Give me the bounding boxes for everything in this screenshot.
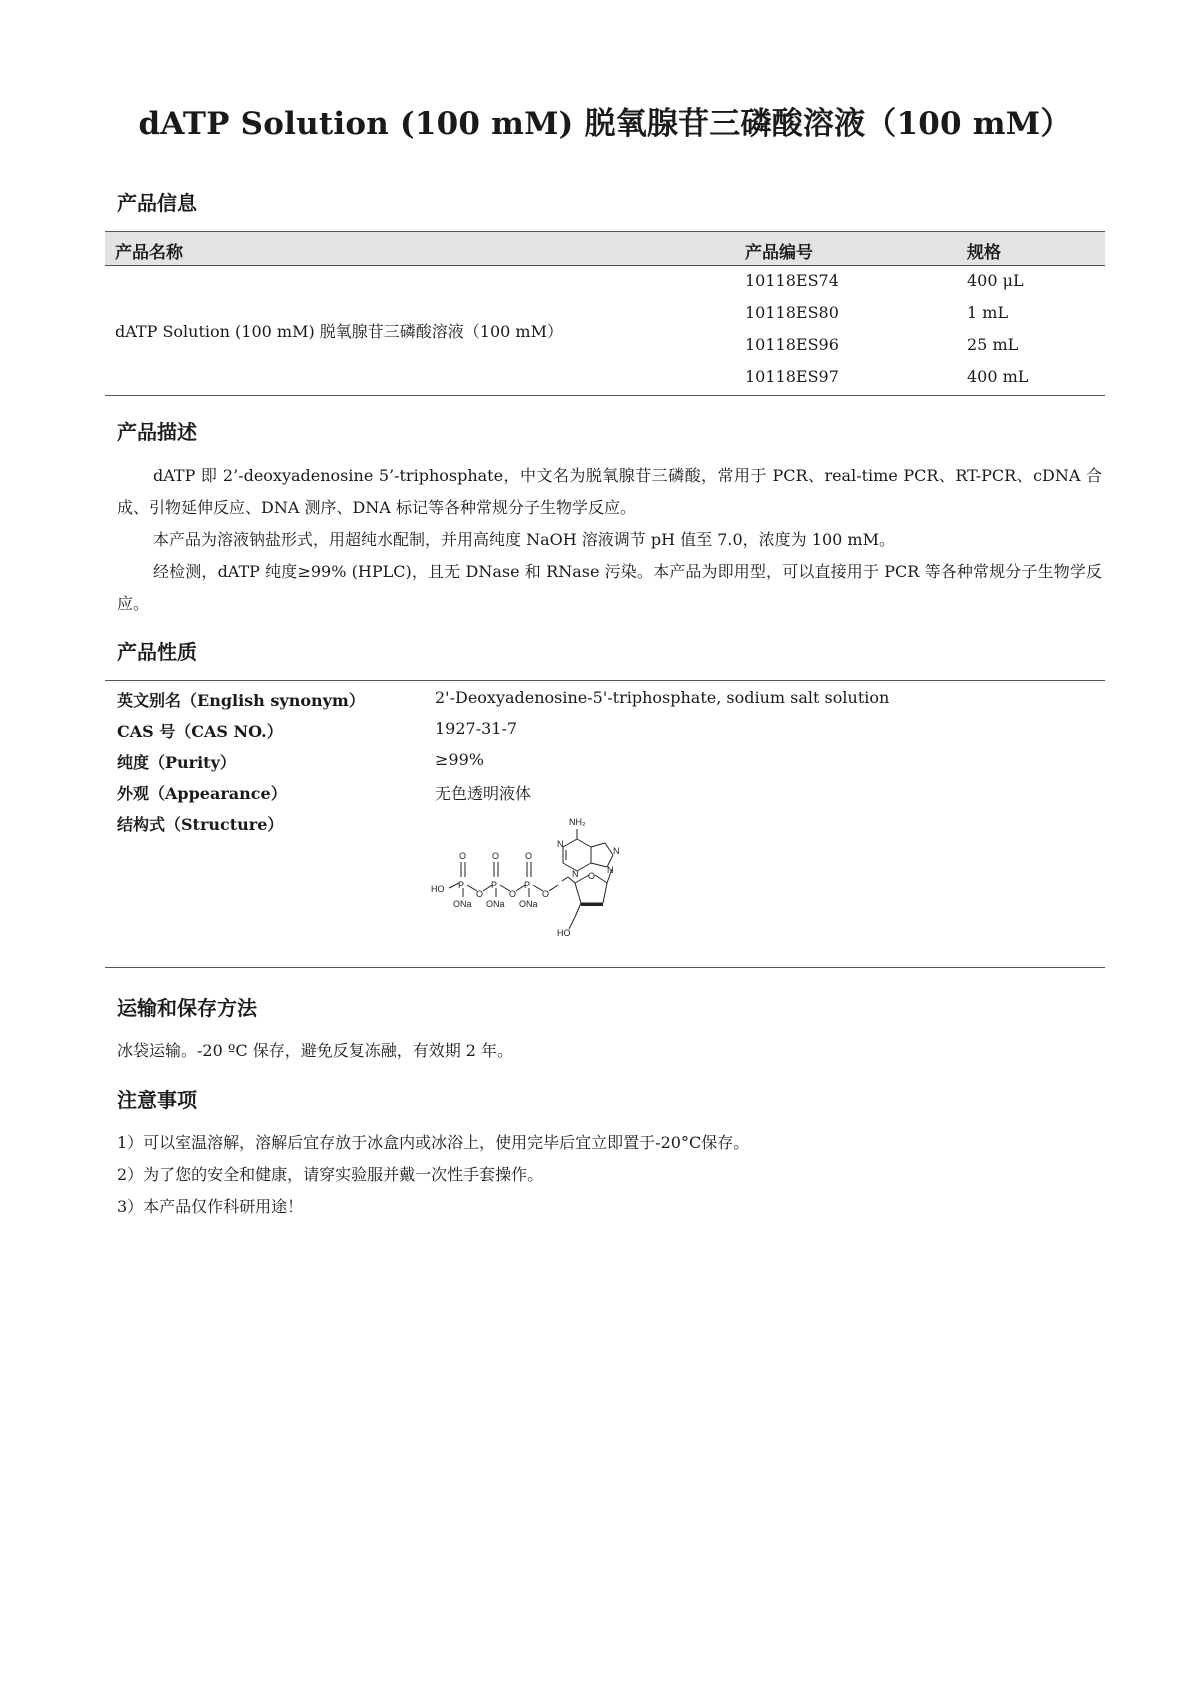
product-spec-cell: 400 mL	[967, 367, 1029, 386]
table-row	[105, 297, 1105, 329]
product-name-cell: dATP Solution (100 mM) 脱氧腺苷三磷酸溶液（100 mM）	[115, 322, 563, 341]
section-heading-product-info: 产品信息	[117, 191, 197, 215]
property-label: 英文别名（English synonym）	[117, 691, 365, 710]
structure-label: N	[572, 869, 579, 879]
structure-label: ONa	[486, 899, 505, 909]
note-item: 2）为了您的安全和健康，请穿实验服并戴一次性手套操作。	[117, 1165, 544, 1184]
structure-label: N	[557, 839, 564, 849]
properties-table	[105, 680, 1105, 968]
structure-label: P	[458, 880, 465, 890]
structure-label: HO	[557, 928, 571, 938]
structure-label: O	[588, 871, 596, 881]
product-spec-cell: 1 mL	[967, 303, 1009, 322]
structure-label: NH₂	[569, 817, 586, 827]
structure-label: O	[459, 851, 467, 861]
note-item: 3）本产品仅作科研用途！	[117, 1197, 304, 1216]
document-title: dATP Solution (100 mM) 脱氧腺苷三磷酸溶液（100 mM）	[138, 106, 1072, 142]
structure-label: ONa	[519, 899, 538, 909]
description-paragraph: dATP 即 2’-deoxyadenosine 5’-triphosphate，中文名为脱氧腺苷三磷酸，常用于 PCR、real-time PCR、RT-PCR、cDNA 合成、引物延伸反应、DNA 测序、DNA 标记等各种常规分子生物学反应。	[117, 466, 1102, 517]
section-heading-storage: 运输和保存方法	[117, 996, 257, 1020]
table-row	[105, 329, 1105, 361]
property-label: 结构式（Structure）	[117, 815, 284, 834]
section-heading-properties: 产品性质	[117, 640, 197, 664]
property-label: CAS 号（CAS NO.）	[117, 722, 283, 741]
section-heading-notes: 注意事项	[117, 1088, 197, 1112]
structure-label: P	[524, 880, 531, 890]
structure-label: P	[491, 880, 498, 890]
column-header-spec: 规格	[967, 243, 1001, 263]
structure-label: O	[509, 889, 517, 899]
property-value: ≥99%	[435, 750, 484, 769]
structure-label: O	[476, 889, 484, 899]
column-header-code: 产品编号	[745, 243, 813, 263]
structure-label: HO	[431, 884, 445, 894]
structure-label: N	[607, 865, 614, 875]
section-heading-description: 产品描述	[117, 420, 197, 444]
property-row	[105, 776, 1105, 806]
structure-label: O	[525, 851, 533, 861]
property-label: 纯度（Purity）	[117, 753, 236, 772]
description-paragraph: 经检测，dATP 纯度≥99% (HPLC)，且无 DNase 和 RNase 污染。本产品为即用型，可以直接用于 PCR 等各种常规分子生物学反应。	[117, 562, 1102, 613]
product-code-cell: 10118ES96	[745, 335, 839, 354]
property-value: 1927-31-7	[435, 719, 518, 738]
structure-label: N	[613, 846, 620, 856]
property-row	[105, 714, 1105, 744]
chemical-structure-diagram	[427, 811, 667, 961]
description-paragraph: 本产品为溶液钠盐形式，用超纯水配制，并用高纯度 NaOH 溶液调节 pH 值至 7.0，浓度为 100 mM。	[153, 530, 895, 549]
product-spec-cell: 25 mL	[967, 335, 1019, 354]
structure-label: O	[492, 851, 500, 861]
table-row	[105, 361, 1105, 393]
property-label: 外观（Appearance）	[117, 784, 287, 803]
property-row	[105, 683, 1105, 713]
property-row	[105, 745, 1105, 775]
property-value: 无色透明液体	[435, 784, 532, 803]
product-code-cell: 10118ES97	[745, 367, 839, 386]
column-header-name: 产品名称	[115, 243, 183, 263]
note-item: 1）可以室温溶解，溶解后宜存放于冰盒内或冰浴上，使用完毕后宜立即置于-20°C保存。	[117, 1133, 750, 1152]
product-code-cell: 10118ES80	[745, 303, 839, 322]
storage-text: 冰袋运输。-20 ºC 保存，避免反复冻融，有效期 2 年。	[117, 1041, 514, 1060]
product-info-table-header	[105, 231, 1105, 266]
product-spec-cell: 400 μL	[967, 271, 1024, 290]
product-code-cell: 10118ES74	[745, 271, 839, 290]
table-row	[105, 265, 1105, 297]
structure-label: ONa	[453, 899, 472, 909]
structure-label: O	[542, 889, 550, 899]
property-value: 2'-Deoxyadenosine-5'-triphosphate, sodium salt solution	[435, 688, 890, 707]
product-info-table-body	[105, 265, 1105, 396]
